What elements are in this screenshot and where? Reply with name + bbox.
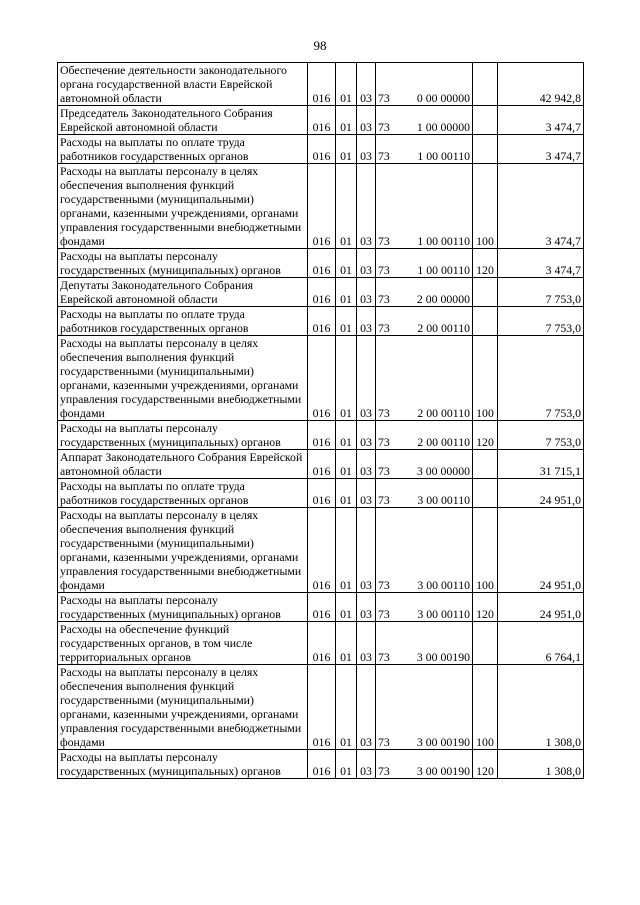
expense-article-code: 1 00 00110 xyxy=(404,164,473,249)
program-code: 73 xyxy=(376,135,404,164)
expense-type-code xyxy=(473,106,498,135)
subsection-code: 03 xyxy=(357,63,376,106)
amount: 6 764,1 xyxy=(498,622,584,665)
row-name: Расходы на обеспечение функций государственных органов, в том числе территориальных органов xyxy=(58,622,308,665)
table-row xyxy=(58,750,584,779)
row-name: Депутаты Законодательного Собрания Еврейской автономной области xyxy=(58,278,308,307)
ved-code: 016 xyxy=(308,421,336,450)
row-name: Расходы на выплаты персоналу в целях обеспечения выполнения функций государственными (муниципальными) органами, казенными учреждениями, органами управления государственными внебюджетными фондами xyxy=(58,665,308,750)
expense-type-code xyxy=(473,63,498,106)
table-row xyxy=(58,450,584,479)
ved-code: 016 xyxy=(308,106,336,135)
expense-article-code: 0 00 00000 xyxy=(404,63,473,106)
amount: 24 951,0 xyxy=(498,508,584,593)
section-code: 01 xyxy=(336,450,357,479)
amount: 3 474,7 xyxy=(498,106,584,135)
expense-type-code: 100 xyxy=(473,665,498,750)
table-row xyxy=(58,164,584,249)
amount: 3 474,7 xyxy=(498,249,584,278)
program-code: 73 xyxy=(376,479,404,508)
ved-code: 016 xyxy=(308,135,336,164)
ved-code: 016 xyxy=(308,750,336,779)
program-code: 73 xyxy=(376,665,404,750)
row-name: Расходы на выплаты персоналу государственных (муниципальных) органов xyxy=(58,593,308,622)
expense-type-code xyxy=(473,135,498,164)
section-code: 01 xyxy=(336,135,357,164)
table-row xyxy=(58,508,584,593)
amount: 3 474,7 xyxy=(498,164,584,249)
row-name: Обеспечение деятельности законодательного органа государственной власти Еврейской автономной области xyxy=(58,63,308,106)
amount: 24 951,0 xyxy=(498,479,584,508)
expense-type-code xyxy=(473,622,498,665)
row-name: Расходы на выплаты персоналу в целях обеспечения выполнения функций государственными (муниципальными) органами, казенными учреждениями, органами управления государственными внебюджетными фондами xyxy=(58,164,308,249)
table-row xyxy=(58,278,584,307)
ved-code: 016 xyxy=(308,63,336,106)
subsection-code: 03 xyxy=(357,135,376,164)
program-code: 73 xyxy=(376,249,404,278)
table-row xyxy=(58,63,584,106)
ved-code: 016 xyxy=(308,479,336,508)
row-name: Расходы на выплаты персоналу государственных (муниципальных) органов xyxy=(58,249,308,278)
table-row xyxy=(58,479,584,508)
row-name: Расходы на выплаты персоналу государственных (муниципальных) органов xyxy=(58,750,308,779)
subsection-code: 03 xyxy=(357,336,376,421)
expense-article-code: 3 00 00110 xyxy=(404,593,473,622)
ved-code: 016 xyxy=(308,593,336,622)
ved-code: 016 xyxy=(308,450,336,479)
section-code: 01 xyxy=(336,63,357,106)
expense-type-code: 100 xyxy=(473,508,498,593)
subsection-code: 03 xyxy=(357,479,376,508)
subsection-code: 03 xyxy=(357,450,376,479)
subsection-code: 03 xyxy=(357,249,376,278)
expense-type-code xyxy=(473,307,498,336)
section-code: 01 xyxy=(336,665,357,750)
program-code: 73 xyxy=(376,622,404,665)
ved-code: 016 xyxy=(308,622,336,665)
ved-code: 016 xyxy=(308,665,336,750)
expense-article-code: 1 00 00000 xyxy=(404,106,473,135)
subsection-code: 03 xyxy=(357,750,376,779)
section-code: 01 xyxy=(336,278,357,307)
expense-article-code: 1 00 00110 xyxy=(404,135,473,164)
subsection-code: 03 xyxy=(357,164,376,249)
expense-type-code: 120 xyxy=(473,750,498,779)
budget-table xyxy=(57,62,584,779)
expense-article-code: 2 00 00110 xyxy=(404,307,473,336)
subsection-code: 03 xyxy=(357,307,376,336)
amount: 7 753,0 xyxy=(498,307,584,336)
row-name: Расходы на выплаты персоналу в целях обеспечения выполнения функций государственными (муниципальными) органами, казенными учреждениями, органами управления государственными внебюджетными фондами xyxy=(58,336,308,421)
section-code: 01 xyxy=(336,421,357,450)
expense-article-code: 3 00 00190 xyxy=(404,622,473,665)
amount: 31 715,1 xyxy=(498,450,584,479)
expense-article-code: 3 00 00110 xyxy=(404,508,473,593)
expense-article-code: 1 00 00110 xyxy=(404,249,473,278)
expense-type-code: 120 xyxy=(473,421,498,450)
subsection-code: 03 xyxy=(357,508,376,593)
row-name: Расходы на выплаты персоналу государственных (муниципальных) органов xyxy=(58,421,308,450)
program-code: 73 xyxy=(376,63,404,106)
section-code: 01 xyxy=(336,336,357,421)
ved-code: 016 xyxy=(308,278,336,307)
amount: 7 753,0 xyxy=(498,336,584,421)
amount: 7 753,0 xyxy=(498,278,584,307)
section-code: 01 xyxy=(336,508,357,593)
program-code: 73 xyxy=(376,421,404,450)
expense-type-code xyxy=(473,450,498,479)
table-row xyxy=(58,249,584,278)
expense-type-code: 100 xyxy=(473,164,498,249)
expense-type-code: 120 xyxy=(473,593,498,622)
expense-article-code: 3 00 00000 xyxy=(404,450,473,479)
expense-article-code: 3 00 00110 xyxy=(404,479,473,508)
section-code: 01 xyxy=(336,750,357,779)
expense-article-code: 2 00 00110 xyxy=(404,336,473,421)
table-body xyxy=(58,63,584,779)
subsection-code: 03 xyxy=(357,665,376,750)
amount: 7 753,0 xyxy=(498,421,584,450)
expense-article-code: 3 00 00190 xyxy=(404,665,473,750)
table-row xyxy=(58,622,584,665)
table-row xyxy=(58,593,584,622)
subsection-code: 03 xyxy=(357,593,376,622)
ved-code: 016 xyxy=(308,164,336,249)
ved-code: 016 xyxy=(308,249,336,278)
expense-type-code xyxy=(473,479,498,508)
section-code: 01 xyxy=(336,249,357,278)
subsection-code: 03 xyxy=(357,278,376,307)
table-row xyxy=(58,135,584,164)
program-code: 73 xyxy=(376,450,404,479)
program-code: 73 xyxy=(376,164,404,249)
expense-type-code xyxy=(473,278,498,307)
expense-type-code: 100 xyxy=(473,336,498,421)
expense-article-code: 3 00 00190 xyxy=(404,750,473,779)
row-name: Аппарат Законодательного Собрания Еврейской автономной области xyxy=(58,450,308,479)
amount: 1 308,0 xyxy=(498,750,584,779)
section-code: 01 xyxy=(336,593,357,622)
program-code: 73 xyxy=(376,336,404,421)
program-code: 73 xyxy=(376,508,404,593)
table-row xyxy=(58,665,584,750)
table-row xyxy=(58,307,584,336)
section-code: 01 xyxy=(336,164,357,249)
amount: 42 942,8 xyxy=(498,63,584,106)
program-code: 73 xyxy=(376,593,404,622)
subsection-code: 03 xyxy=(357,106,376,135)
row-name: Расходы на выплаты по оплате труда работников государственных органов xyxy=(58,307,308,336)
program-code: 73 xyxy=(376,750,404,779)
ved-code: 016 xyxy=(308,508,336,593)
table-row xyxy=(58,336,584,421)
row-name: Председатель Законодательного Собрания Еврейской автономной области xyxy=(58,106,308,135)
section-code: 01 xyxy=(336,479,357,508)
section-code: 01 xyxy=(336,622,357,665)
expense-type-code: 120 xyxy=(473,249,498,278)
subsection-code: 03 xyxy=(357,421,376,450)
row-name: Расходы на выплаты по оплате труда работников государственных органов xyxy=(58,135,308,164)
section-code: 01 xyxy=(336,106,357,135)
ved-code: 016 xyxy=(308,336,336,421)
section-code: 01 xyxy=(336,307,357,336)
expense-article-code: 2 00 00110 xyxy=(404,421,473,450)
table-row xyxy=(58,421,584,450)
program-code: 73 xyxy=(376,278,404,307)
ved-code: 016 xyxy=(308,307,336,336)
table-row xyxy=(58,106,584,135)
expense-article-code: 2 00 00000 xyxy=(404,278,473,307)
program-code: 73 xyxy=(376,106,404,135)
amount: 1 308,0 xyxy=(498,665,584,750)
page-number: 98 xyxy=(313,38,327,53)
program-code: 73 xyxy=(376,307,404,336)
amount: 24 951,0 xyxy=(498,593,584,622)
row-name: Расходы на выплаты персоналу в целях обеспечения выполнения функций государственными (муниципальными) органами, казенными учреждениями, органами управления государственными внебюджетными фондами xyxy=(58,508,308,593)
row-name: Расходы на выплаты по оплате труда работников государственных органов xyxy=(58,479,308,508)
amount: 3 474,7 xyxy=(498,135,584,164)
subsection-code: 03 xyxy=(357,622,376,665)
